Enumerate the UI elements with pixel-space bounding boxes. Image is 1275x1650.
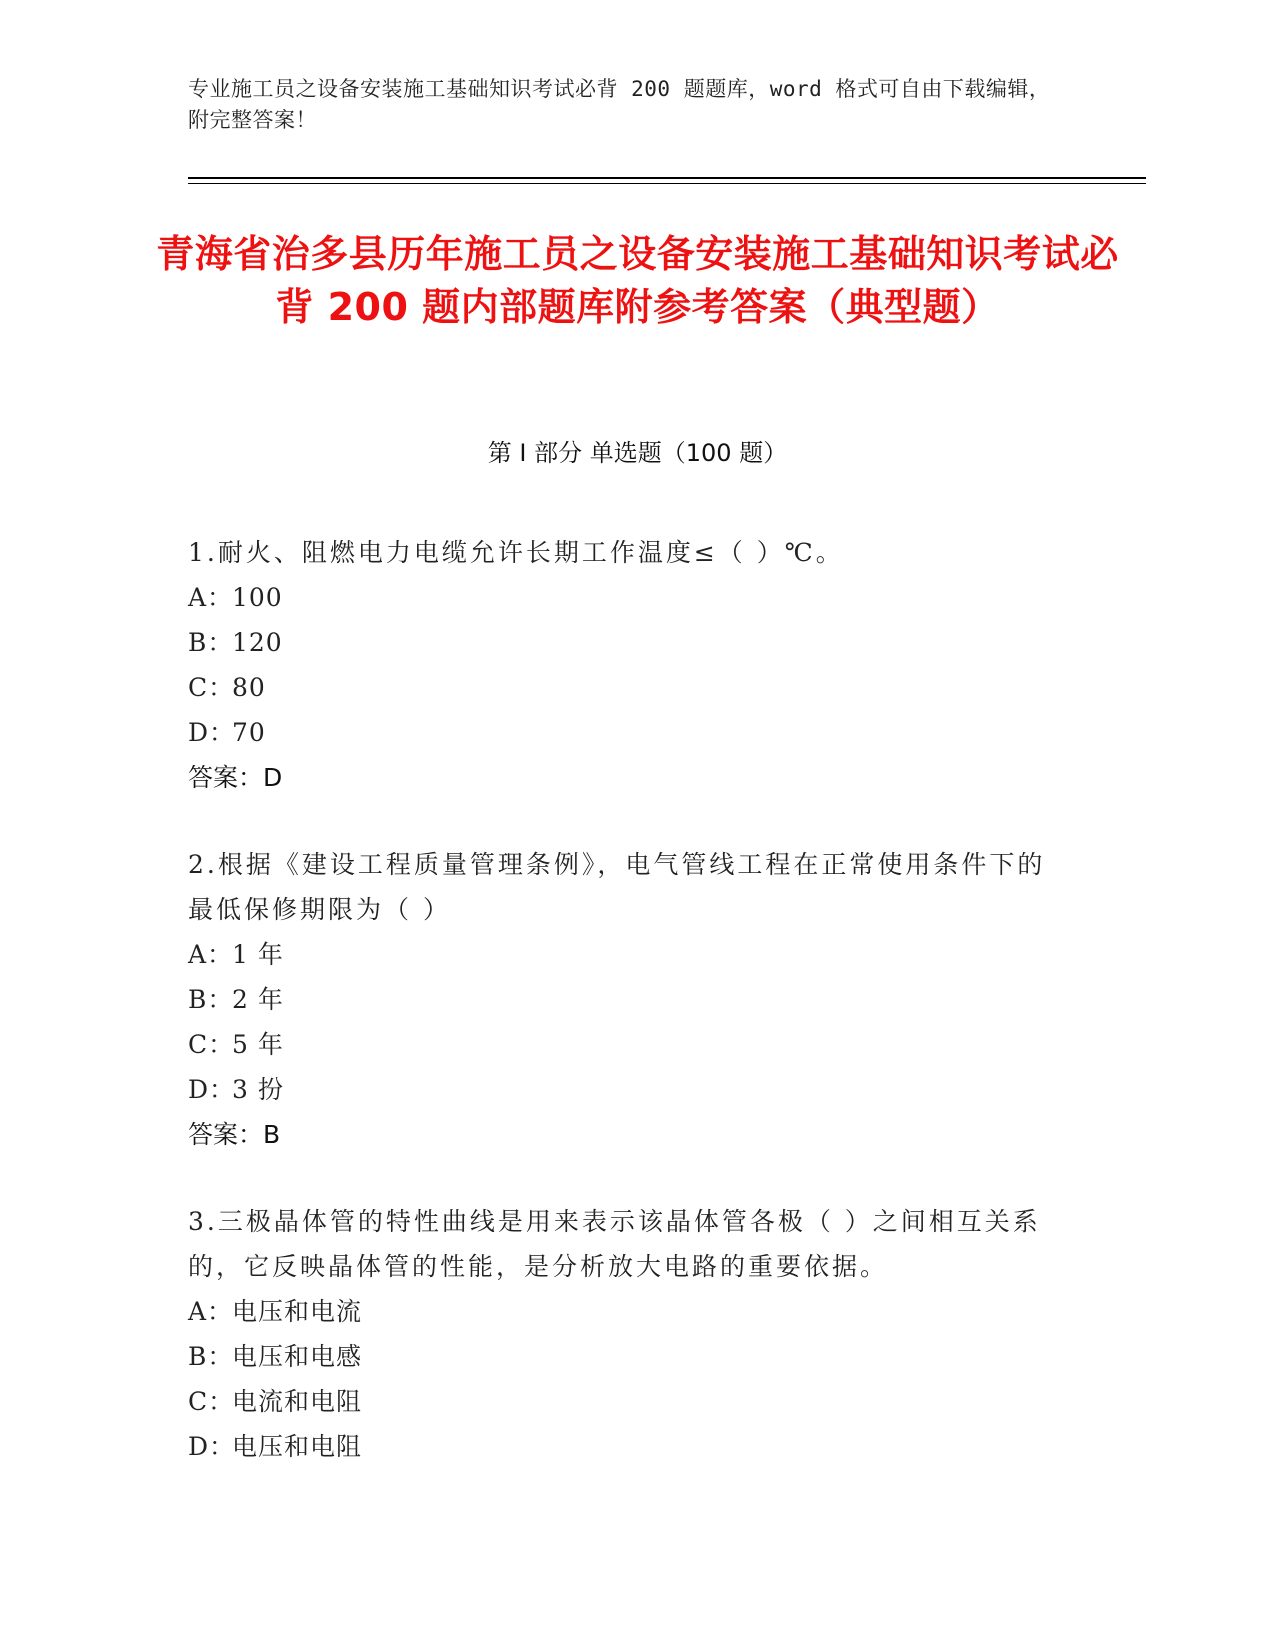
question-list	[188, 530, 1068, 1511]
option-text: 电流和电阻	[232, 1387, 363, 1416]
option-d	[188, 710, 1068, 755]
option-key: C：	[188, 1387, 235, 1416]
option-key: D：	[188, 718, 236, 747]
option-c	[188, 1379, 1068, 1424]
option-text: 2 年	[232, 985, 284, 1014]
option-a	[188, 1289, 1068, 1334]
option-text: 70	[232, 718, 266, 747]
option-text: 1 年	[232, 940, 284, 969]
option-d	[188, 1067, 1068, 1112]
option-key: C：	[188, 1030, 235, 1059]
option-text: 5 年	[232, 1030, 284, 1059]
option-text: 100	[232, 583, 283, 612]
option-c	[188, 1022, 1068, 1067]
option-text: 3 扮	[232, 1075, 284, 1104]
option-text: 电压和电阻	[232, 1432, 363, 1461]
option-text: 120	[232, 628, 283, 657]
option-key: A：	[188, 583, 234, 612]
option-text: 电压和电感	[232, 1342, 363, 1371]
option-c	[188, 665, 1068, 710]
option-key: D：	[188, 1075, 236, 1104]
option-key: B：	[188, 985, 234, 1014]
question-2	[188, 842, 1068, 1157]
header-divider-thin	[188, 183, 1146, 184]
option-key: B：	[188, 628, 234, 657]
question-1	[188, 530, 1068, 800]
option-key: C：	[188, 673, 235, 702]
option-b	[188, 977, 1068, 1022]
option-key: A：	[188, 1297, 234, 1326]
option-d	[188, 1424, 1068, 1469]
option-key: D：	[188, 1432, 236, 1461]
question-stem: 3.三极晶体管的特性曲线是用来表示该晶体管各极（ ）之间相互关系的，它反映晶体管的性能，是分析放大电路的重要依据。	[188, 1207, 1041, 1281]
header-divider-thick	[188, 177, 1146, 179]
question-stem: 1.耐火、阻燃电力电缆允许长期工作温度≤（ ）℃。	[188, 538, 844, 567]
option-key: A：	[188, 940, 234, 969]
option-a	[188, 932, 1068, 977]
option-b	[188, 620, 1068, 665]
option-b	[188, 1334, 1068, 1379]
option-text: 80	[232, 673, 266, 702]
option-text: 电压和电流	[232, 1297, 363, 1326]
answer: 答案：D	[188, 763, 283, 792]
header-note: 专业施工员之设备安装施工基础知识考试必背 200 题题库，word 格式可自由下载编辑，附完整答案！	[188, 77, 1051, 132]
question-stem: 2.根据《建设工程质量管理条例》，电气管线工程在正常使用条件下的最低保修期限为（ ）	[188, 850, 1046, 924]
question-3	[188, 1199, 1068, 1469]
answer: 答案：B	[188, 1120, 281, 1149]
section-title: 第 I 部分 单选题（100 题）	[487, 439, 788, 467]
option-a	[188, 575, 1068, 620]
option-key: B：	[188, 1342, 234, 1371]
document-title: 青海省治多县历年施工员之设备安装施工基础知识考试必背 200 题内部题库附参考答案（典型题）	[156, 232, 1119, 329]
